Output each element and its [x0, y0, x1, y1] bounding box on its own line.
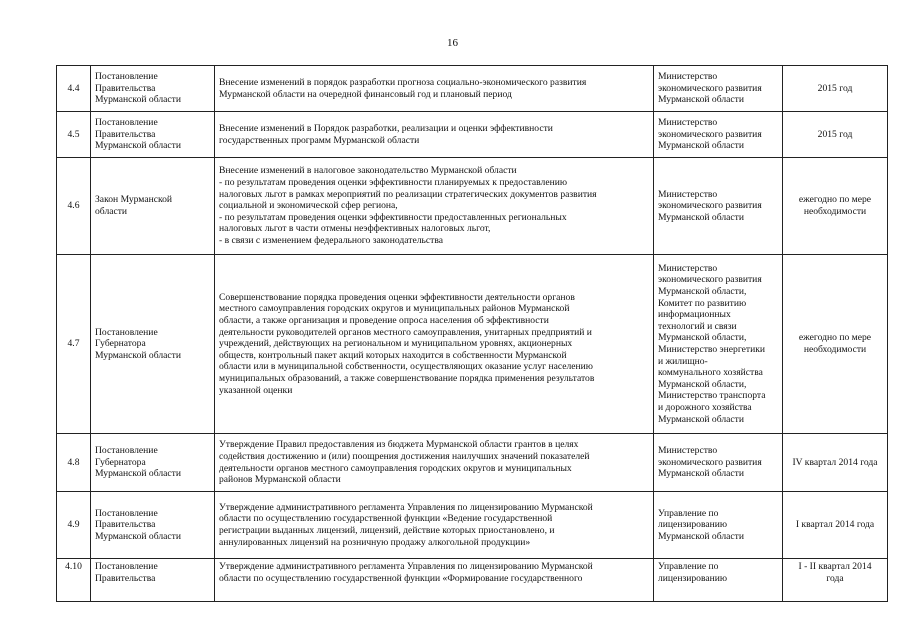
deadline-line: IV квартал 2014 года [792, 456, 878, 468]
description-line: области по осуществлению государственной функции «Ведение государственной [219, 513, 553, 525]
description-line: области, а также организация и проведение опроса населения об эффективности [219, 315, 549, 327]
description-cell [215, 158, 654, 255]
description-line: районов Мурманской области [219, 474, 341, 486]
responsible-line: Мурманской области [658, 211, 744, 223]
table-row [57, 559, 888, 602]
responsible-line: экономического развития [658, 456, 762, 468]
document-type-cell [91, 255, 215, 434]
description-line: области или в муниципальной собственности, осуществляющих оказание услуг населению [219, 361, 593, 373]
description-line: аннулированных лицензий на розничную продажу алкогольной продукции» [219, 536, 531, 548]
document-type-line: Мурманской области [95, 349, 181, 361]
description-cell [215, 112, 654, 158]
responsible-line: информационных [658, 309, 731, 321]
description-line: Внесение изменений в порядок разработки прогноза социально-экономического развития [219, 76, 587, 88]
document-type-line: Правительства [95, 82, 156, 94]
table-row [57, 112, 888, 158]
table-row [57, 158, 888, 255]
document-type-line: Закон Мурманской [95, 194, 173, 206]
description-line: указанной оценки [219, 384, 293, 396]
responsible-line: Управление по [658, 507, 719, 519]
description-line: деятельности руководителей органов местного самоуправления, унитарных предприятий и [219, 326, 592, 338]
document-type-line: Правительства [95, 572, 156, 584]
document-type-cell [91, 158, 215, 255]
description-line: содействия достижению и (или) поощрения достижения наилучших значений показателей [219, 450, 590, 462]
deadline-line: необходимости [803, 344, 867, 355]
item-number-cell: 4.5 [57, 112, 91, 158]
document-type-line: Мурманской области [95, 94, 181, 106]
deadline-line: года [826, 572, 844, 584]
document-type-line: Губернатора [95, 456, 146, 468]
document-type-line: Постановление [95, 445, 158, 457]
document-type-line: Правительства [95, 128, 156, 140]
deadline-line: I - II квартал 2014 [798, 561, 872, 572]
document-type-line: Правительства [95, 519, 156, 531]
responsible-line: Мурманской области [658, 94, 744, 106]
responsible-line: экономического развития [658, 82, 762, 94]
responsible-line: Мурманской области [658, 530, 744, 542]
description-line: Внесение изменений в Порядок разработки, реализации и оценки эффективности [219, 122, 553, 134]
responsible-cell [654, 66, 783, 112]
table-row [57, 434, 888, 492]
responsible-line: Министерство [658, 117, 718, 129]
description-line: налоговых льгот в части отмены неэффективных налоговых льгот, [219, 223, 491, 235]
item-number-cell: 4.7 [57, 255, 91, 434]
document-type-line: Постановление [95, 507, 158, 519]
item-number-cell: 4.8 [57, 434, 91, 492]
description-line: местного самоуправления городских округов и муниципальных районов Мурманской [219, 303, 570, 315]
responsible-cell [654, 158, 783, 255]
responsible-line: Министерство транспорта [658, 390, 766, 402]
responsible-line: экономического развития [658, 200, 762, 212]
document-type-line: Мурманской области [95, 468, 181, 480]
deadline-line: ежегодно по мере [798, 194, 872, 206]
responsible-line: Министерство [658, 445, 718, 457]
item-number-cell: 4.10 [57, 559, 91, 602]
responsible-line: лицензированию [658, 519, 728, 531]
deadline-cell [783, 559, 888, 602]
deadline-cell [783, 492, 888, 559]
responsible-line: и жилищно- [658, 355, 708, 367]
description-line: Утверждение административного регламента Управления по лицензированию Мурманской [219, 501, 593, 513]
description-line: деятельности органов местного самоуправления городских округов и муниципальных [219, 462, 572, 474]
responsible-line: Министерство энергетики [658, 344, 766, 355]
responsible-line: Министерство [658, 71, 718, 83]
document-type-line: Мурманской области [95, 530, 181, 542]
responsible-line: экономического развития [658, 274, 762, 286]
document-type-cell [91, 559, 215, 602]
description-line: Внесение изменений в налоговое законодательство Мурманской области [219, 165, 517, 177]
description-line: государственных программ Мурманской области [219, 134, 420, 146]
measures-table [56, 65, 888, 602]
table-row [57, 492, 888, 559]
responsible-line: Мурманской области [658, 468, 744, 480]
deadline-cell [783, 255, 888, 434]
description-line: налоговых льгот в рамках мероприятий по реализации стратегических документов развития [219, 188, 597, 200]
deadline-line: 2015 год [817, 128, 853, 140]
responsible-line: Мурманской области, [658, 332, 747, 344]
document-type-line: области [95, 206, 128, 217]
document-type-line: Постановление [95, 326, 158, 338]
responsible-cell [654, 559, 783, 602]
responsible-line: Мурманской области [658, 140, 744, 152]
item-number-cell: 4.9 [57, 492, 91, 559]
responsible-line: коммунального хозяйства [658, 367, 763, 379]
table-row [57, 255, 888, 434]
document-type-cell [91, 66, 215, 112]
item-number-cell: 4.4 [57, 66, 91, 112]
description-cell [215, 66, 654, 112]
description-line: муниципальных образований, а также совершенствование порядка применения результатов [219, 372, 595, 384]
description-cell [215, 434, 654, 492]
table-body [57, 66, 888, 602]
responsible-line: экономического развития [658, 128, 762, 140]
responsible-line: Министерство [658, 188, 718, 200]
responsible-line: Мурманской области, [658, 286, 747, 298]
responsible-line: и дорожного хозяйства [658, 401, 752, 413]
description-line: регистрации выданных лицензий, лицензий, действие которых приостановлено, и [219, 525, 555, 536]
description-cell [215, 255, 654, 434]
description-line: Совершенствование порядка проведения оценки эффективности деятельности органов [219, 291, 575, 303]
description-line: социальной и экономической сфер региона, [219, 200, 398, 212]
responsible-cell [654, 492, 783, 559]
document-type-line: Мурманской области [95, 140, 181, 152]
responsible-line: лицензированию [658, 572, 728, 584]
document-type-cell [91, 434, 215, 492]
description-line: Утверждение административного регламента Управления по лицензированию Мурманской [219, 561, 593, 572]
deadline-line: 2015 год [817, 82, 853, 94]
deadline-cell [783, 158, 888, 255]
deadline-cell [783, 112, 888, 158]
table-row [57, 66, 888, 112]
deadline-cell [783, 434, 888, 492]
item-number-cell: 4.6 [57, 158, 91, 255]
responsible-cell [654, 255, 783, 434]
deadline-line: ежегодно по мере [798, 332, 872, 344]
responsible-line: технологий и связи [658, 320, 737, 332]
description-cell [215, 559, 654, 602]
description-line: - в связи с изменением федерального законодательства [219, 234, 443, 246]
deadline-line: необходимости [803, 206, 867, 217]
document-type-cell [91, 492, 215, 559]
deadline-line: I квартал 2014 года [795, 519, 875, 531]
document-type-line: Губернатора [95, 338, 146, 350]
description-cell [215, 492, 654, 559]
responsible-cell [654, 112, 783, 158]
responsible-cell [654, 434, 783, 492]
description-line: - по результатам проведения оценки эффективности планируемых к предоставлению [219, 177, 568, 189]
document-type-cell [91, 112, 215, 158]
description-line: учреждений, действующих на региональном и муниципальном уровнях, акционерных [219, 338, 573, 350]
document-type-line: Постановление [95, 117, 158, 129]
responsible-line: Министерство [658, 262, 718, 274]
description-line: области по осуществлению государственной функции «Формирование государственного [219, 572, 583, 584]
responsible-line: Комитет по развитию [658, 297, 747, 309]
responsible-line: Мурманской области, [658, 378, 747, 390]
deadline-cell [783, 66, 888, 112]
description-line: Мурманской области на очередной финансовый год и плановый период [219, 88, 512, 100]
document-type-line: Постановление [95, 71, 158, 83]
responsible-line: Управление по [658, 561, 719, 572]
document-type-line: Постановление [95, 561, 158, 572]
description-line: обществ, контрольный пакет акций которых находится в собственности Мурманской [219, 349, 567, 361]
page-number: 16 [447, 37, 458, 49]
description-line: - по результатам проведения оценки эффективности предоставленных региональных [219, 211, 567, 223]
responsible-line: Мурманской области [658, 413, 744, 425]
description-line: Утверждение Правил предоставления из бюджета Мурманской области грантов в целях [219, 439, 579, 451]
